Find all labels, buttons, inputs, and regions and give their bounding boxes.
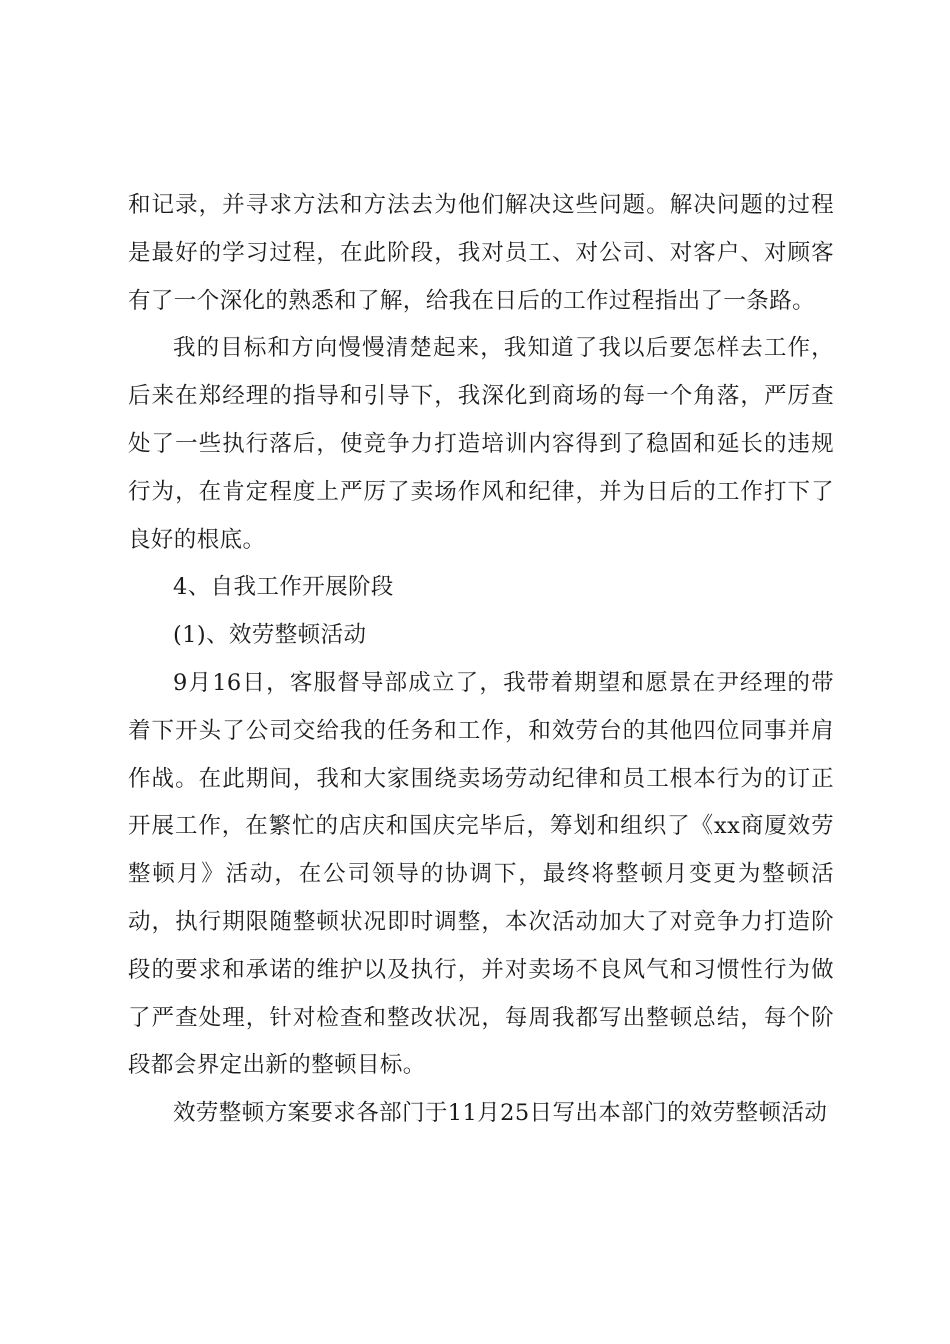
paragraph-plan-requirements: 效劳整顿方案要求各部门于11月25日写出本部门的效劳整顿活动 — [173, 1100, 828, 1127]
paragraph-service-rectification: 9月16日，客服督导部成立了，我带着期望和愿景在尹经理的带着下开头了公司交给我的任务和工作，和效劳台的其他四位同事并肩作战。在此期间，我和大家围绕卖场劳动纪律和员工根本行为的订正开展工作，在繁忙的店庆和国庆完毕后，筹划和组织了《xx商厦效劳整顿月》活动，在公司领导的协调下，最终将整顿月变更为整顿活动，执行期限随整顿状况即时调整，本次活动加大了对竞争力打造阶段的要求和承诺的维护以及执行，并对卖场不良风气和习惯性行为做了严查处理，针对检查和整改状况，每周我都写出整顿总结，每个阶段都会界定出新的整顿目标。 — [128, 669, 834, 1079]
paragraph-continued: 和记录，并寻求方法和方法去为他们解决这些问题。解决问题的过程是最好的学习过程，在此阶段，我对员工、对公司、对客户、对顾客有了一个深化的熟悉和了解，给我在日后的工作过程指出了一条路。 — [128, 192, 834, 314]
paragraph-goals: 我的目标和方向慢慢清楚起来，我知道了我以后要怎样去工作，后来在郑经理的指导和引导下，我深化到商场的每一个角落，严厉查处了一些执行落后，使竞争力打造培训内容得到了稳固和延长的违规行为，在肯定程度上严厉了卖场作风和纪律，并为日后的工作打下了良好的根底。 — [128, 335, 834, 553]
section-heading: 4、自我工作开展阶段 — [173, 574, 394, 601]
subsection-heading: (1)、效劳整顿活动 — [173, 622, 367, 649]
document-body — [128, 182, 834, 1138]
